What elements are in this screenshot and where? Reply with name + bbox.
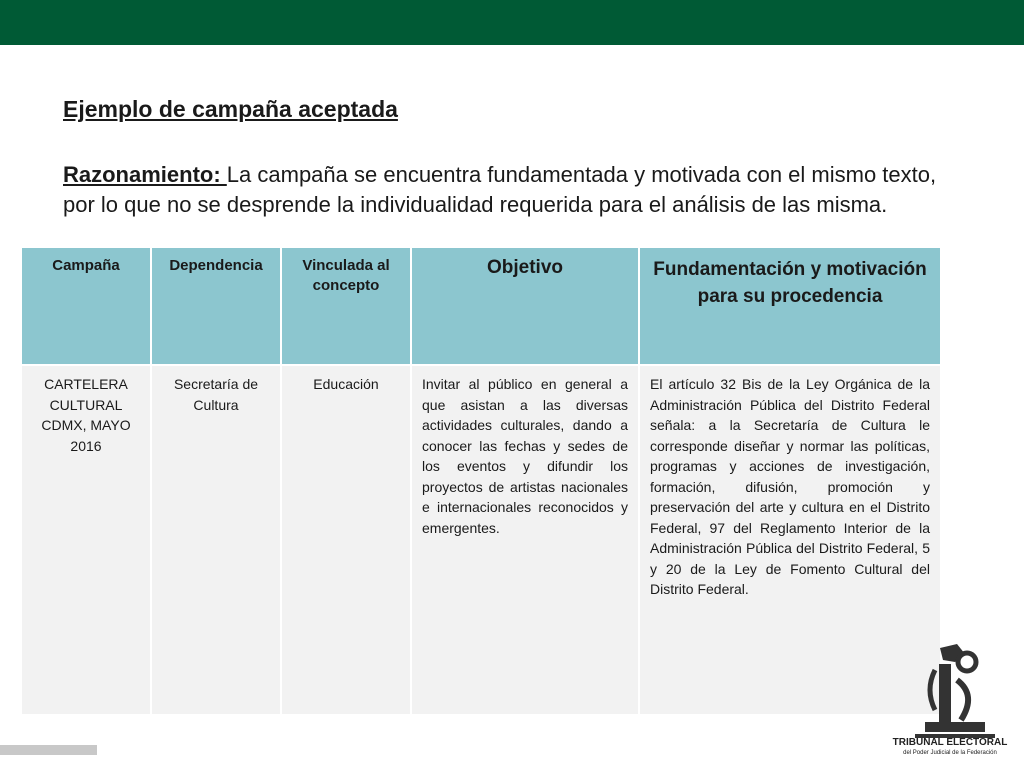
cell-concept: Educación	[281, 365, 411, 715]
top-green-bar	[0, 0, 1024, 45]
cell-dependency: Secretaría de Cultura	[151, 365, 281, 715]
reasoning-label: Razonamiento:	[63, 162, 227, 187]
reasoning-paragraph	[63, 160, 943, 248]
campaign-table	[20, 246, 942, 716]
bottom-gray-bar	[0, 745, 97, 755]
reasoning-text: La campaña se encuentra fundamentada y motivada con el mismo texto, por lo que no se desprende la individualidad requerida para el análisis de las misma.	[63, 162, 937, 217]
header-objective: Objetivo	[411, 247, 639, 365]
logo-subtitle: del Poder Judicial de la Federación	[903, 750, 997, 756]
header-justification: Fundamentación y motivación para su procedencia	[639, 247, 941, 365]
header-concept: Vinculada al concepto	[281, 247, 411, 365]
table-header-row	[21, 247, 941, 365]
cell-objective: Invitar al público en general a que asistan a las diversas actividades culturales, dando a conocer las fechas y sedes de los eventos y difundir los proyectos de artistas nacionales e internacionales reconocidos y emergentes.	[411, 365, 639, 715]
table-row	[21, 365, 941, 715]
header-campaign: Campaña	[21, 247, 151, 365]
slide-title: Ejemplo de campaña aceptada	[63, 96, 398, 122]
tribunal-logo-caption	[880, 737, 1020, 759]
cell-campaign: CARTELERA CULTURAL CDMX, MAYO 2016	[21, 365, 151, 715]
logo-name: TRIBUNAL ELECTORAL	[892, 737, 1008, 748]
cell-justification: El artículo 32 Bis de la Ley Orgánica de la Administración Pública del Distrito Federal señala: a la Secretaría de Cultura le corresponde diseñar y normar las políticas, programas y acciones de investigación, formación, difusión, promoción y preservación del arte y cultura en el Distrito Federal, 97 del Reglamento Interior de la Administración Pública del Distrito Federal, 5 y 20 de la Ley de Fomento Cultural del Distrito Federal.	[639, 365, 941, 715]
header-dependency: Dependencia	[151, 247, 281, 365]
